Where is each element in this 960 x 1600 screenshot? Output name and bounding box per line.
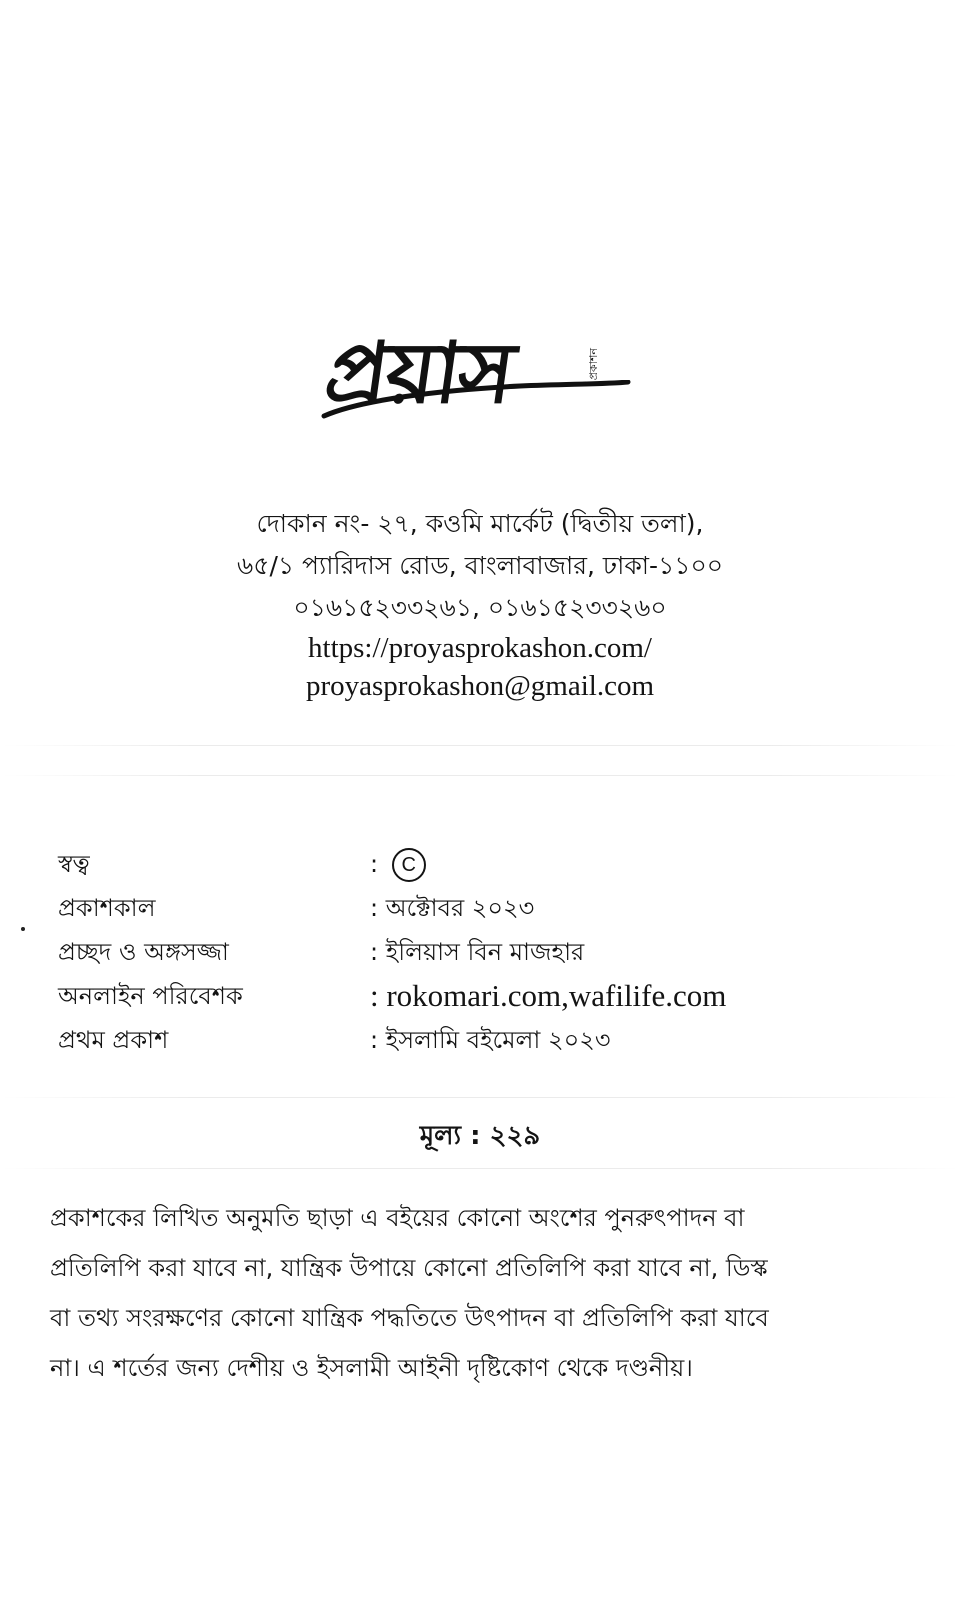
info-label: প্রথম প্রকাশ <box>58 1026 169 1054</box>
info-value-text: : <box>370 850 386 878</box>
publisher-logo <box>320 318 640 438</box>
info-value: : অক্টোবর ২০২৩ <box>370 894 535 922</box>
info-row-cover-design <box>58 930 918 974</box>
divider <box>0 775 960 776</box>
divider <box>0 1097 960 1098</box>
notice-line: বা তথ্য সংরক্ষণের কোনো যান্ত্রিক পদ্ধতিতে উৎপাদন বা প্রতিলিপি করা যাবে <box>50 1304 769 1332</box>
info-label: অনলাইন পরিবেশক <box>58 982 243 1010</box>
info-label: স্বত্ব <box>58 850 90 878</box>
phone-numbers: ০১৬১৫২৩৩২৬১, ০১৬১৫২৩৩২৬০ <box>293 593 667 622</box>
address-line-2: ৬৫/১ প্যারিদাস রোড, বাংলাবাজার, ঢাকা-১১০০ <box>236 551 724 580</box>
info-row-online-distributor <box>58 974 918 1018</box>
info-row-copyright <box>58 842 918 886</box>
price-label: মূল্য : ২২৯ <box>419 1121 541 1151</box>
website-link[interactable]: https://proyasprokashon.com/ <box>308 632 652 664</box>
info-value: : ইলিয়াস বিন মাজহার <box>370 938 585 966</box>
logo-side-text: প্রকাশন <box>587 348 600 381</box>
copyright-icon: C <box>392 848 426 882</box>
info-value <box>370 842 426 886</box>
copyright-notice <box>50 1193 910 1393</box>
info-value: : rokomari.com,wafilife.com <box>370 978 727 1013</box>
publisher-address <box>0 503 960 705</box>
divider <box>0 745 960 746</box>
info-row-publication-date <box>58 886 918 930</box>
divider <box>0 1168 960 1169</box>
book-info-table <box>58 842 918 1062</box>
notice-line: প্রতিলিপি করা যাবে না, যান্ত্রিক উপায়ে কোনো প্রতিলিপি করা যাবে না, ডিস্ক <box>50 1254 768 1282</box>
logo-wordmark: প্রয়াস <box>319 323 520 422</box>
notice-line: প্রকাশকের লিখিত অনুমতি ছাড়া এ বইয়ের কোনো অংশের পুনরুৎপাদন বা <box>50 1204 745 1232</box>
info-value: : ইসলামি বইমেলা ২০২৩ <box>370 1026 611 1054</box>
email-link[interactable]: proyasprokashon@gmail.com <box>305 670 655 702</box>
stray-mark <box>21 927 25 931</box>
notice-line: না। এ শর্তের জন্য দেশীয় ও ইসলামী আইনী দৃষ্টিকোণ থেকে দণ্ডনীয়। <box>50 1354 693 1382</box>
info-label: প্রচ্ছদ ও অঙ্গসজ্জা <box>58 938 229 966</box>
info-row-first-edition <box>58 1018 918 1062</box>
address-line-1: দোকান নং- ২৭, কওমি মার্কেট (দ্বিতীয় তলা), <box>256 509 704 538</box>
info-label: প্রকাশকাল <box>58 894 156 922</box>
